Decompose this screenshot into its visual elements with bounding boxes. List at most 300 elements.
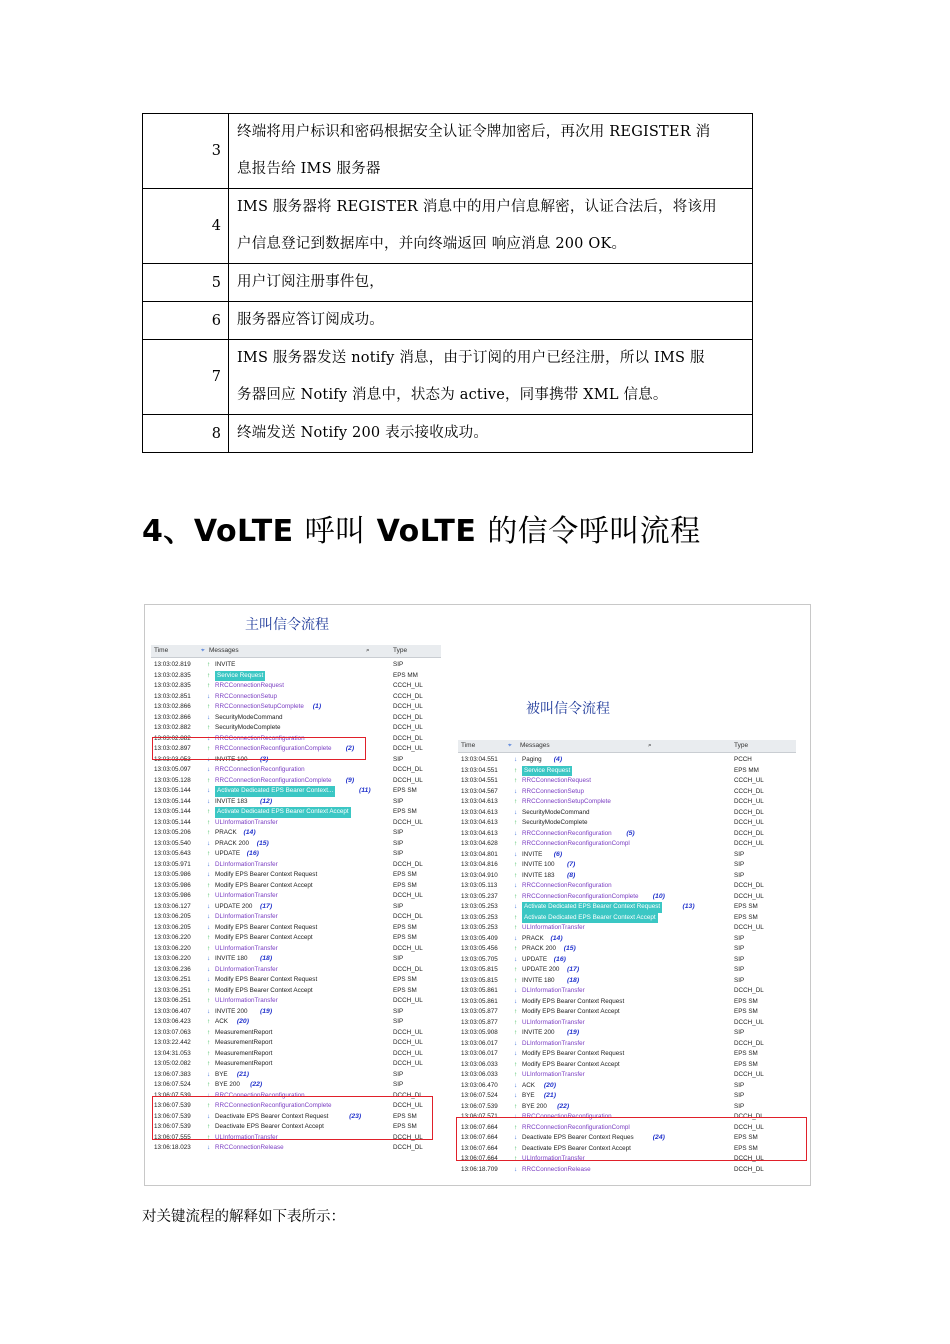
downlink-arrow-icon: ↓ [207,955,211,962]
type-cell: SIP [734,850,745,858]
callee-title: 被叫信令流程 [526,701,610,717]
step-annotation: (18) [567,976,580,984]
type-cell: DCCH_DL [734,1039,764,1047]
time-cell: 13:06:07.383 [154,1070,191,1078]
message-cell: INVITE 183 [522,871,555,879]
message-cell: ULInformationTransfer [522,1018,585,1026]
log-row [458,913,796,924]
uplink-arrow-icon: ↑ [514,861,518,868]
type-cell: DCCH_UL [734,1123,764,1131]
time-cell: 13:03:06.251 [154,976,191,983]
step-description [229,114,753,189]
time-cell: 13:03:04.613 [461,808,498,816]
step-annotation: (20) [543,1081,556,1089]
uplink-arrow-icon: ↑ [207,1102,211,1109]
type-cell: SIP [393,1070,404,1078]
type-cell: DCCH_UL [734,1071,764,1078]
step-annotation: (4) [553,756,563,763]
time-cell: 13:03:04.910 [461,871,498,879]
uplink-arrow-icon: ↑ [207,944,211,952]
type-cell: EPS SM [734,903,758,910]
time-cell: 13:03:05.144 [154,808,191,815]
type-cell: EPS SM [734,1060,758,1068]
time-cell: 13:03:04.816 [461,861,498,868]
message-cell: RRCConnectionReconfiguration [522,882,612,889]
log-row [151,776,441,787]
type-cell: SIP [734,871,745,879]
time-cell: 13:03:05.097 [154,766,191,773]
time-cell: 13:06:07.539 [154,1123,191,1130]
log-row [458,1102,796,1113]
type-cell: SIP [734,966,745,973]
time-cell: 13:03:05.986 [154,881,191,889]
downlink-arrow-icon: ↓ [514,808,518,816]
time-cell: 13:03:06.220 [154,955,191,962]
type-cell: EPS SM [393,881,417,889]
uplink-arrow-icon: ↑ [207,1123,211,1130]
time-cell: 13:03:06.236 [154,965,191,973]
time-cell: 13:03:05.253 [461,903,498,910]
step-line: IMS 服务器将 REGISTER 消息中的用户信息解密，认证合法后，将该用 [237,199,717,215]
message-cell: ACK [215,1018,228,1025]
step-annotation: (22) [250,1081,263,1088]
message-cell: RRCConnectionRequest [215,682,284,689]
step-line: 户信息登记到数据库中，并向终端返回 响应消息 200 OK。 [237,236,627,252]
type-cell: SIP [393,829,404,836]
type-cell: SIP [734,934,745,942]
time-cell: 13:03:05.861 [461,997,498,1005]
downlink-arrow-icon: ↓ [514,1039,518,1047]
time-header: Time [154,647,169,654]
message-cell: Modify EPS Bearer Context Request [522,1050,625,1057]
uplink-arrow-icon: ↑ [207,1018,211,1025]
message-cell: UPDATE 200 [215,902,253,910]
log-row [458,976,796,987]
message-cell: Modify EPS Bearer Context Accept [215,881,313,889]
downlink-arrow-icon: ↓ [207,976,211,983]
log-row [458,797,796,808]
time-cell: 13:06:07.664 [461,1144,498,1152]
time-cell: 13:03:07.063 [154,1028,191,1036]
type-cell: DCCH_UL [734,892,764,900]
heading-prefix: 4、VoLTE [142,514,305,549]
uplink-arrow-icon: ↑ [514,798,518,805]
time-cell: 13:06:07.539 [154,1102,191,1109]
downlink-arrow-icon: ↓ [207,1091,211,1099]
type-cell: DCCH_DL [393,766,423,773]
downlink-arrow-icon: ↓ [207,923,211,931]
type-cell: SIP [734,1029,745,1036]
type-cell: EPS SM [393,1112,417,1120]
downlink-arrow-icon: ↓ [514,955,518,963]
time-cell: 13:03:04.613 [461,829,498,837]
type-cell: DCCH_UL [393,703,423,710]
step-annotation: (9) [345,776,355,784]
log-row [458,1165,796,1176]
message-cell: INVITE 180 [215,955,248,962]
time-cell: 13:06:07.539 [461,1102,498,1110]
type-cell: DCCH_UL [734,1018,764,1026]
step-row [143,114,753,189]
time-cell: 13:03:05.144 [154,787,191,794]
step-annotation: (16) [246,850,259,857]
downlink-arrow-icon: ↓ [207,797,211,805]
log-row [458,892,796,903]
uplink-arrow-icon: ↑ [207,776,211,784]
caller-title: 主叫信令流程 [245,617,329,633]
heading-mid1: 呼叫 [304,514,366,549]
pin-icon: ⌖ [508,742,512,749]
log-row [458,871,796,882]
type-cell: CCCH_DL [393,692,423,700]
message-cell: INVITE 200 [215,1007,248,1015]
downlink-arrow-icon: ↓ [514,850,518,858]
time-cell: 13:03:04.613 [461,819,498,826]
time-cell: 13:03:06.251 [154,997,191,1004]
type-cell: EPS SM [393,934,417,941]
step-number: 3 [143,114,229,189]
downlink-arrow-icon: ↓ [207,734,211,742]
step-number: 4 [143,189,229,264]
uplink-arrow-icon: ↑ [514,966,518,973]
log-row [151,1038,441,1049]
message-cell: RRCConnectionReconfiguration [215,734,305,742]
downlink-arrow-icon: ↓ [207,871,211,878]
message-cell: Service Request [522,766,572,777]
step-line: 终端发送 Notify 200 表示接收成功。 [237,425,489,441]
type-cell: SIP [393,1081,404,1088]
time-cell: 13:03:05.113 [461,882,498,889]
type-cell: SIP [734,955,745,963]
message-cell: RRCConnectionRequest [522,777,591,784]
time-cell: 13:06:07.524 [154,1081,191,1088]
step-description [229,415,753,453]
type-cell: DCCH_UL [393,745,423,752]
time-cell: 13:03:06.251 [154,986,191,994]
time-cell: 13:06:18.709 [461,1165,498,1173]
type-cell: CCCH_DL [734,787,764,795]
message-cell: PRACK [215,829,237,836]
type-cell: EPS SM [734,1050,758,1057]
uplink-arrow-icon: ↑ [207,671,211,679]
time-cell: 13:03:06.205 [154,923,191,931]
time-cell: 13:06:07.539 [154,1091,191,1099]
time-cell: 13:03:02.866 [154,703,191,710]
highlight-box [152,737,366,760]
uplink-arrow-icon: ↑ [514,777,518,784]
log-row [151,839,441,850]
type-cell: DCCH_DL [734,829,764,837]
time-cell: 13:03:05.540 [154,839,191,847]
time-cell: 13:03:06.407 [154,1007,191,1015]
log-row [151,965,441,976]
step-annotation: (21) [543,1092,556,1099]
step-row [143,340,753,415]
time-cell: 13:03:05.456 [461,945,498,952]
type-cell: DCCH_UL [734,798,764,805]
uplink-arrow-icon: ↑ [207,934,211,941]
uplink-arrow-icon: ↑ [514,1071,518,1078]
type-cell: DCCH_DL [393,913,423,920]
message-cell: Modify EPS Bearer Context Accept [215,934,313,941]
type-cell: SIP [393,797,404,805]
type-cell: CCCH_UL [393,682,423,689]
uplink-arrow-icon: ↑ [514,913,518,921]
downlink-arrow-icon: ↓ [207,965,211,973]
message-cell: RRCConnectionReconfigurationCompl [522,840,630,847]
message-cell: RRCConnectionReconfiguration [522,829,612,837]
uplink-arrow-icon: ↑ [207,1028,211,1036]
step-description [229,340,753,415]
time-cell: 13:03:05.861 [461,987,498,994]
uplink-arrow-icon: ↑ [207,724,211,731]
uplink-arrow-icon: ↑ [207,881,211,889]
type-cell: DCCH_UL [734,840,764,847]
message-cell: INVITE 200 [522,1029,555,1036]
message-cell: DLInformationTransfer [522,987,585,994]
message-cell: DLInformationTransfer [522,1039,585,1047]
log-row [151,849,441,860]
downlink-arrow-icon: ↓ [514,1113,518,1120]
message-cell: RRCConnectionReconfiguration [215,766,305,773]
message-cell: ULInformationTransfer [215,944,278,952]
uplink-arrow-icon: ↑ [207,745,211,752]
message-cell: BYE 200 [522,1102,547,1110]
type-cell: DCCH_UL [734,819,764,826]
time-cell: 13:03:02.835 [154,682,191,689]
message-cell: RRCConnectionReconfigurationComplete [215,776,332,784]
time-cell: 13:03:06.423 [154,1018,191,1025]
uplink-arrow-icon: ↑ [207,808,211,815]
step-annotation: (14) [243,829,256,836]
step-number: 5 [143,264,229,302]
message-cell: UPDATE [522,955,548,963]
type-cell: EPS SM [393,808,417,815]
downlink-arrow-icon: ↓ [207,1144,211,1151]
message-cell: Service Request [215,671,265,682]
time-cell: 13:03:04.551 [461,766,498,774]
time-cell: 13:03:04.551 [461,756,498,763]
step-description [229,264,753,302]
log-row [458,850,796,861]
time-cell: 13:03:05.908 [461,1029,498,1036]
downlink-arrow-icon: ↓ [207,839,211,847]
log-row [458,776,796,787]
message-cell: DLInformationTransfer [215,913,278,920]
message-cell: ULInformationTransfer [215,818,278,826]
log-row [151,975,441,986]
step-annotation: (1) [312,703,322,710]
pin-icon: ⌖ [201,647,205,654]
type-cell: SIP [393,1018,404,1025]
time-cell: 13:03:04.801 [461,850,498,858]
type-cell: SIP [393,1007,404,1015]
time-cell: 13:03:05.986 [154,892,191,899]
time-cell: 13:05:02.082 [154,1060,191,1067]
message-cell: ACK [522,1081,535,1089]
downlink-arrow-icon: ↓ [207,1070,211,1078]
message-cell: RRCConnectionRelease [215,1144,284,1151]
message-cell: Deactivate EPS Bearer Context Reques [522,1134,634,1141]
step-line: IMS 服务器发送 notify 消息，由于订阅的用户已经注册，所以 IMS 服 [237,350,705,366]
type-cell: DCCH_DL [734,1113,764,1120]
message-cell: UPDATE 200 [522,966,560,973]
uplink-arrow-icon: ↑ [207,1081,211,1088]
log-row [458,965,796,976]
message-cell: PRACK 200 [215,839,249,847]
step-number: 8 [143,415,229,453]
log-row [458,955,796,966]
uplink-arrow-icon: ↑ [514,924,518,931]
message-cell: RRCConnectionRelease [522,1165,591,1173]
type-cell: DCCH_DL [734,1165,764,1173]
type-cell: DCCH_DL [393,713,423,721]
log-row [151,786,441,797]
caller-log-header [151,645,441,658]
type-cell: DCCH_UL [393,1060,423,1067]
downlink-arrow-icon: ↓ [207,692,211,700]
search-icon: ⌕ [366,647,370,654]
time-cell: 13:03:04.628 [461,840,498,847]
step-number: 7 [143,340,229,415]
uplink-arrow-icon: ↑ [514,1144,518,1152]
uplink-arrow-icon: ↑ [207,1049,211,1057]
time-cell: 13:03:05.705 [461,955,498,963]
step-row [143,302,753,340]
downlink-arrow-icon: ↓ [514,987,518,994]
message-cell: BYE 200 [215,1081,240,1088]
time-cell: 13:03:04.613 [461,798,498,805]
log-row [151,681,441,692]
step-annotation: (21) [236,1070,249,1078]
type-cell: EPS SM [393,976,417,983]
message-cell: Modify EPS Bearer Context Accept [522,1008,620,1015]
message-cell: MeasurementReport [215,1028,273,1036]
message-cell: RRCConnectionSetup [215,692,277,700]
step-annotation: (14) [550,934,563,942]
type-cell: SIP [393,661,404,668]
type-cell: DCCH_UL [393,818,423,826]
log-row [151,891,441,902]
type-cell: SIP [734,1092,745,1099]
log-row [151,923,441,934]
message-cell: RRCConnectionSetupComplete [522,798,611,805]
type-cell: DCCH_DL [393,860,423,868]
step-annotation: (24) [652,1134,665,1141]
time-cell: 13:03:06.017 [461,1039,498,1047]
message-cell: BYE [215,1070,228,1078]
type-cell: EPS SM [734,997,758,1005]
log-row [151,702,441,713]
message-cell: DLInformationTransfer [215,860,278,868]
message-cell: RRCConnectionReconfigurationComplete [522,892,639,900]
callee-log-header [458,740,796,753]
step-annotation: (20) [236,1018,249,1025]
message-cell: Modify EPS Bearer Context Request [215,923,318,931]
type-cell: DCCH_DL [393,965,423,973]
type-cell: SIP [393,902,404,910]
uplink-arrow-icon: ↑ [514,976,518,984]
step-row [143,264,753,302]
log-row [151,902,441,913]
downlink-arrow-icon: ↓ [207,713,211,721]
time-cell: 13:03:05.128 [154,776,191,784]
time-cell: 13:03:05.253 [461,913,498,921]
message-cell: MeasurementReport [215,1039,273,1046]
uplink-arrow-icon: ↑ [514,766,518,774]
log-row [458,1039,796,1050]
step-annotation: (17) [260,902,273,910]
uplink-arrow-icon: ↑ [207,1039,211,1046]
caller-log-panel [151,645,441,1165]
uplink-arrow-icon: ↑ [207,661,211,668]
time-cell: 13:03:02.835 [154,671,191,679]
log-row [458,818,796,829]
log-row [458,1007,796,1018]
time-cell: 13:03:06.127 [154,902,191,910]
message-cell: Deactivate EPS Bearer Context Accept [522,1144,631,1152]
downlink-arrow-icon: ↓ [514,934,518,942]
type-cell: DCCH_UL [393,1049,423,1057]
log-row [458,1060,796,1071]
step-line: 服务器应答订阅成功。 [237,312,384,328]
uplink-arrow-icon: ↑ [514,871,518,879]
message-cell: MeasurementReport [215,1060,273,1067]
messages-header: Messages [209,647,239,654]
type-cell: EPS SM [734,1144,758,1152]
uplink-arrow-icon: ↑ [514,1155,518,1162]
downlink-arrow-icon: ↓ [207,913,211,920]
downlink-arrow-icon: ↓ [514,1092,518,1099]
message-cell: UPDATE [215,850,241,857]
highlight-box [152,1096,433,1140]
step-annotation: (12) [260,797,273,805]
uplink-arrow-icon: ↑ [207,850,211,857]
type-cell: EPS SM [393,1123,417,1130]
type-cell: DCCH_UL [393,724,423,731]
message-cell: INVITE [215,661,236,668]
log-row [151,692,441,703]
message-cell: Activate Dedicated EPS Bearer Context Accept [522,913,658,924]
message-cell: INVITE [522,850,543,858]
log-row [458,787,796,798]
step-line: 终端将用户标识和密码根据安全认证令牌加密后，再次用 REGISTER 消 [237,124,711,140]
uplink-arrow-icon: ↑ [514,1060,518,1068]
downlink-arrow-icon: ↓ [207,766,211,773]
log-row [458,860,796,871]
log-row [458,1081,796,1092]
message-cell: Modify EPS Bearer Context Accept [522,1060,620,1068]
time-cell: 13:03:05.971 [154,860,191,868]
downlink-arrow-icon: ↓ [514,829,518,837]
time-cell: 13:03:05.409 [461,934,498,942]
log-row [151,1007,441,1018]
log-row [151,660,441,671]
time-cell: 13:06:07.664 [461,1155,498,1162]
downlink-arrow-icon: ↓ [514,1050,518,1057]
log-row [151,954,441,965]
type-cell: EPS SM [393,787,417,794]
step-annotation: (8) [567,871,576,879]
log-row [458,1070,796,1081]
step-annotation: (11) [359,787,371,794]
type-cell: SIP [734,945,745,952]
message-cell: ULInformationTransfer [522,924,585,931]
step-line: 息报告给 IMS 服务器 [237,161,381,177]
message-cell: Modify EPS Bearer Context Accept [215,986,313,994]
time-cell: 13:03:06.220 [154,944,191,952]
type-cell: SIP [393,839,404,847]
